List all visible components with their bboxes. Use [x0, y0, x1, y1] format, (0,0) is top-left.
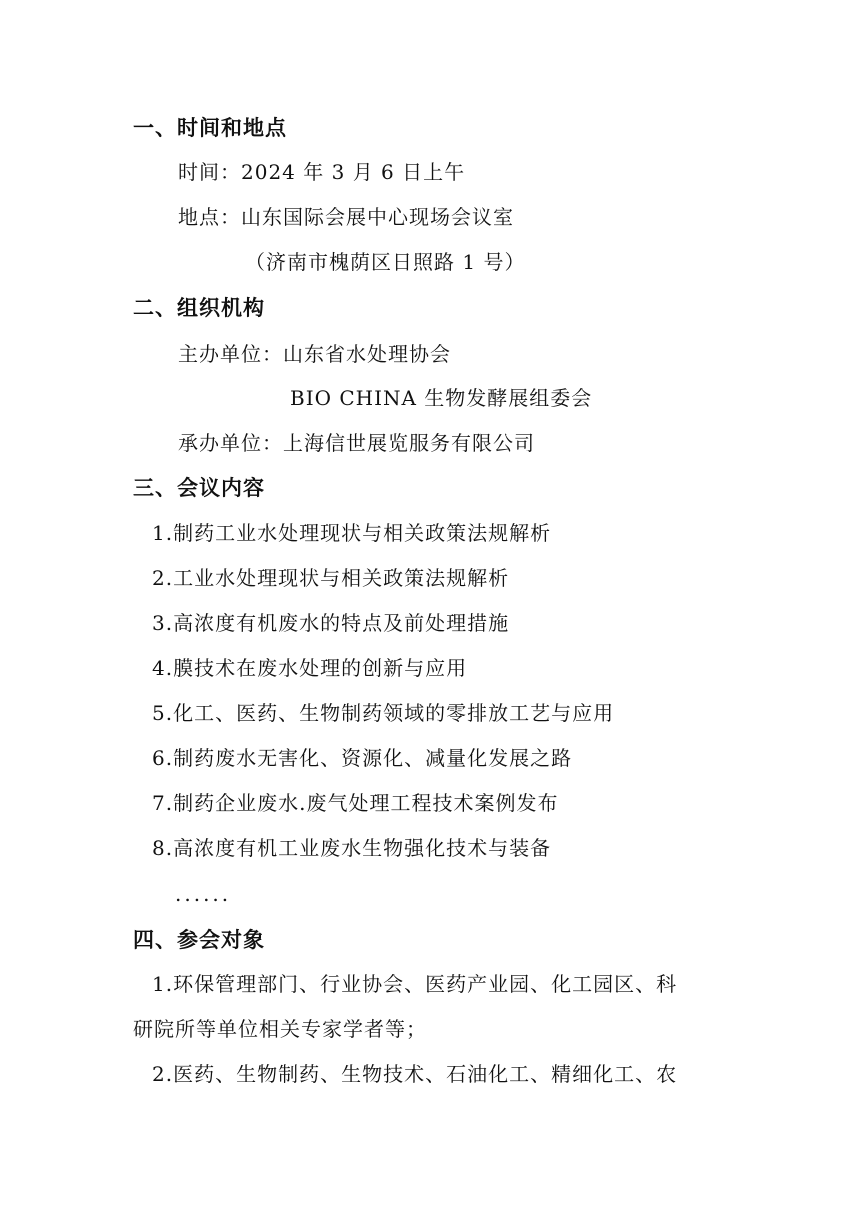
participant-line: 研院所等单位相关专家学者等；: [133, 1017, 427, 1041]
participant-line: 2.医药、生物制药、生物技术、石油化工、精细化工、农: [152, 1062, 678, 1086]
section-heading-time-place: 一、时间和地点: [133, 116, 287, 140]
agenda-item: 1.制药工业水处理现状与相关政策法规解析: [152, 521, 552, 545]
section-heading-organizers: 二、组织机构: [133, 296, 265, 320]
host-line: 主办单位：山东省水处理协会: [178, 342, 451, 366]
time-line: 时间：2024 年 3 月 6 日上午: [178, 160, 466, 184]
agenda-item: 8.高浓度有机工业废水生物强化技术与装备: [152, 836, 552, 860]
agenda-item: 2.工业水处理现状与相关政策法规解析: [152, 566, 510, 590]
organizer-line: 承办单位：上海信世展览服务有限公司: [178, 431, 535, 455]
agenda-item: 3.高浓度有机废水的特点及前处理措施: [152, 611, 510, 635]
section-heading-participants: 四、参会对象: [133, 928, 265, 952]
participant-line: 1.环保管理部门、行业协会、医药产业园、化工园区、科: [152, 972, 678, 996]
co-host-line: BIO CHINA 生物发酵展组委会: [290, 386, 593, 410]
location-line: 地点：山东国际会展中心现场会议室: [178, 205, 514, 229]
agenda-item: 4.膜技术在废水处理的创新与应用: [152, 656, 468, 680]
section-heading-agenda: 三、会议内容: [133, 476, 265, 500]
address-line: （济南市槐荫区日照路 1 号）: [245, 250, 526, 274]
agenda-item: 6.制药废水无害化、资源化、减量化发展之路: [152, 746, 573, 770]
agenda-item: 5.化工、医药、生物制药领域的零排放工艺与应用: [152, 701, 615, 725]
agenda-item: 7.制药企业废水.废气处理工程技术案例发布: [152, 791, 559, 815]
agenda-ellipsis: ......: [175, 882, 232, 906]
